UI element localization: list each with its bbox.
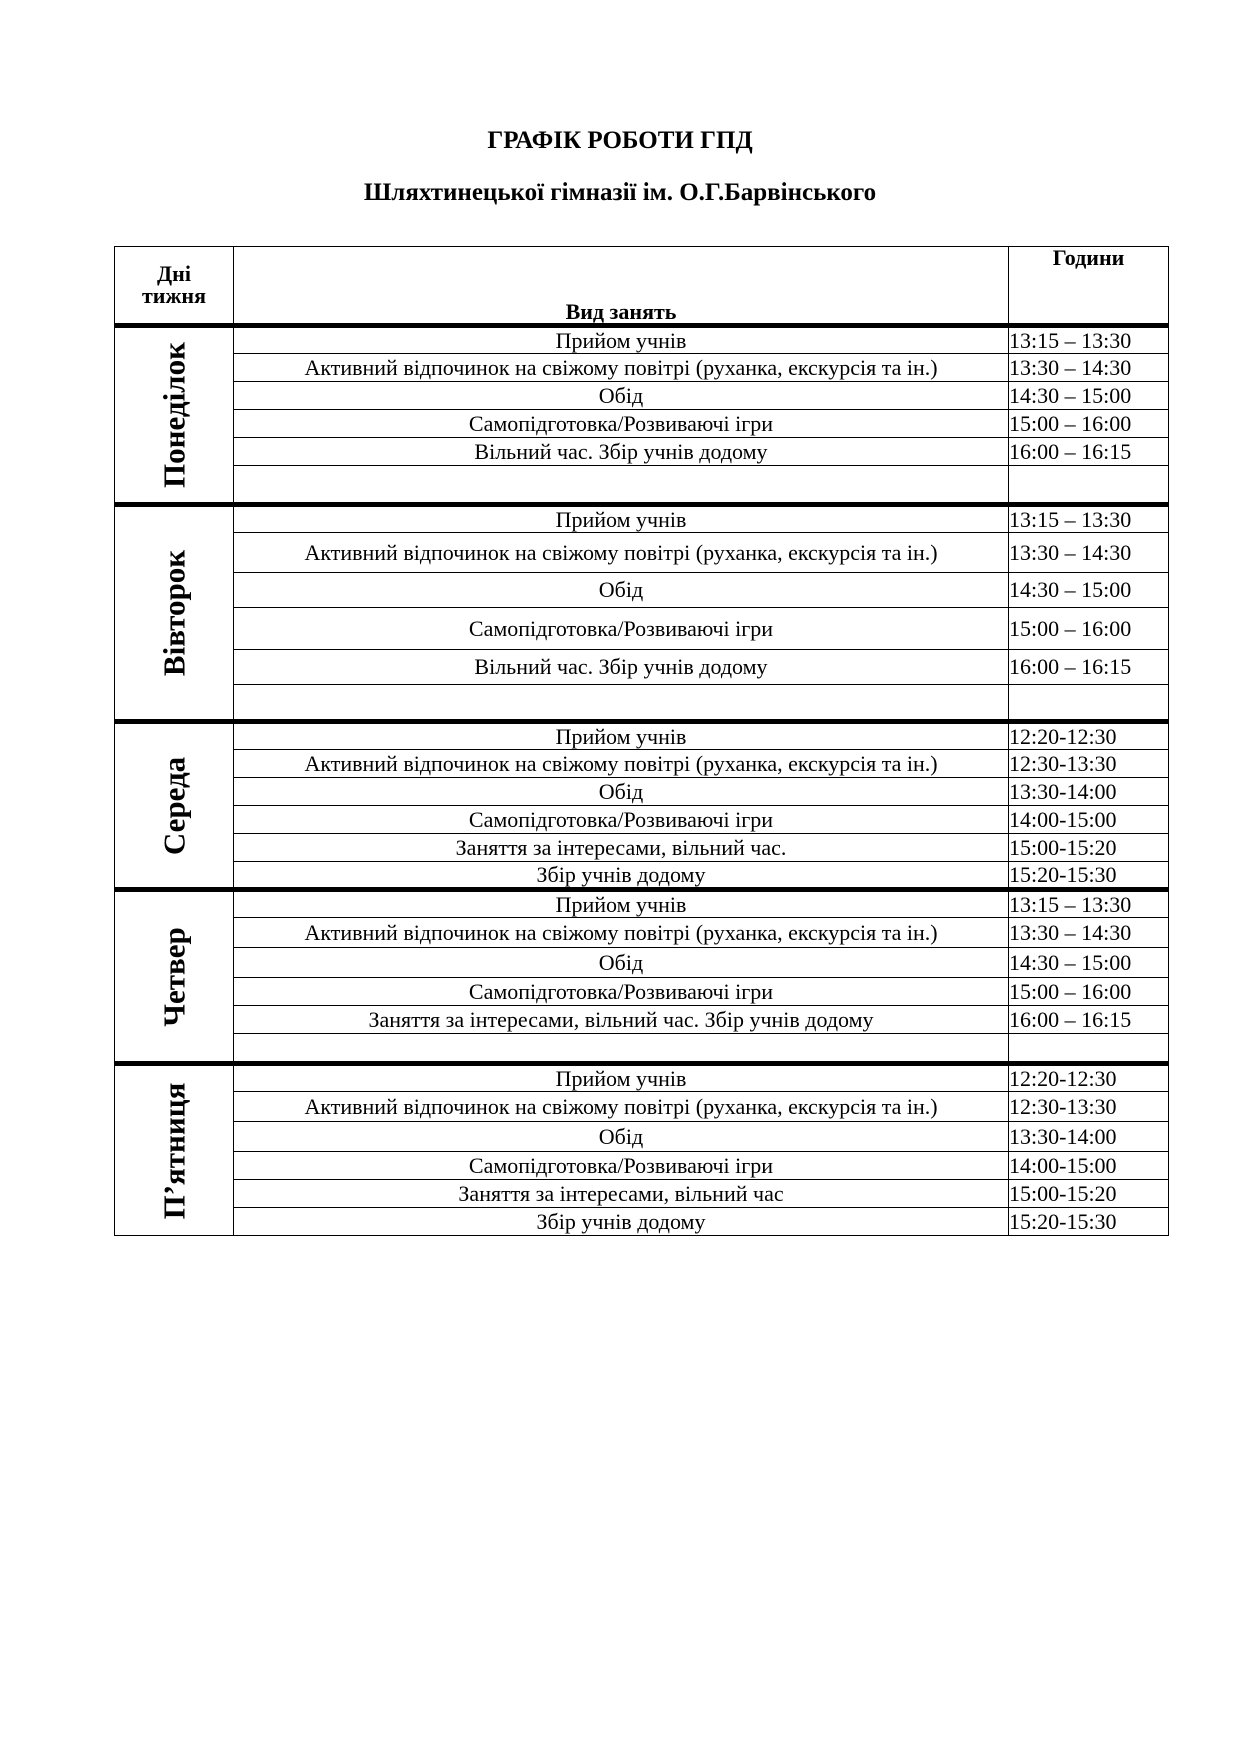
activity-cell: Прийом учнів (234, 890, 1009, 918)
time-cell: 14:00-15:00 (1009, 806, 1169, 834)
schedule-row (115, 1152, 1169, 1180)
header-days (115, 247, 234, 326)
activity-cell: Самопідготовка/Розвиваючі ігри (234, 410, 1009, 438)
header-row (115, 247, 1169, 326)
schedule-row (115, 505, 1169, 533)
time-cell: 13:30-14:00 (1009, 778, 1169, 806)
schedule-row (115, 806, 1169, 834)
activity-cell: Активний відпочинок на свіжому повітрі (руханка, екскурсія та ін.) (234, 918, 1009, 948)
schedule-row (115, 326, 1169, 354)
schedule-row (115, 750, 1169, 778)
day-label: Вівторок (156, 549, 192, 677)
schedule-row (115, 1208, 1169, 1236)
header-hours: Години (1009, 247, 1169, 326)
schedule-row (115, 722, 1169, 750)
day-label: Четвер (156, 926, 192, 1027)
day-label: П’ятниця (156, 1082, 192, 1219)
time-cell: 15:00 – 16:00 (1009, 410, 1169, 438)
activity-cell: Обід (234, 778, 1009, 806)
time-cell: 14:30 – 15:00 (1009, 573, 1169, 608)
schedule-row (115, 650, 1169, 685)
time-cell: 16:00 – 16:15 (1009, 438, 1169, 466)
day-cell (115, 326, 234, 505)
schedule-body (115, 326, 1169, 1236)
schedule-row (115, 1122, 1169, 1152)
activity-cell: Обід (234, 948, 1009, 978)
schedule-row (115, 918, 1169, 948)
header-days-line1: Дні (157, 261, 191, 286)
time-cell: 12:20-12:30 (1009, 1064, 1169, 1092)
time-cell (1009, 1034, 1169, 1064)
schedule-row (115, 890, 1169, 918)
activity-cell: Самопідготовка/Розвиваючі ігри (234, 978, 1009, 1006)
time-cell (1009, 466, 1169, 505)
time-cell: 13:30 – 14:30 (1009, 918, 1169, 948)
activity-cell: Вільний час. Збір учнів додому (234, 438, 1009, 466)
time-cell: 13:15 – 13:30 (1009, 505, 1169, 533)
schedule-row (115, 948, 1169, 978)
time-cell: 13:15 – 13:30 (1009, 890, 1169, 918)
activity-cell: Обід (234, 1122, 1009, 1152)
schedule-table (114, 246, 1169, 1236)
time-cell: 12:30-13:30 (1009, 1092, 1169, 1122)
activity-cell: Самопідготовка/Розвиваючі ігри (234, 1152, 1009, 1180)
time-cell: 14:30 – 15:00 (1009, 948, 1169, 978)
schedule-row (115, 834, 1169, 862)
time-cell: 13:30 – 14:30 (1009, 354, 1169, 382)
activity-cell: Вільний час. Збір учнів додому (234, 650, 1009, 685)
time-cell: 15:00 – 16:00 (1009, 608, 1169, 650)
schedule-row (115, 573, 1169, 608)
day-label: Понеділок (156, 342, 192, 488)
schedule-row (115, 533, 1169, 573)
time-cell: 15:00 – 16:00 (1009, 978, 1169, 1006)
activity-cell: Прийом учнів (234, 505, 1009, 533)
activity-cell: Заняття за інтересами, вільний час. (234, 834, 1009, 862)
activity-cell: Обід (234, 573, 1009, 608)
schedule-row (115, 354, 1169, 382)
schedule-row (115, 608, 1169, 650)
schedule-row (115, 1006, 1169, 1034)
activity-cell: Активний відпочинок на свіжому повітрі (руханка, екскурсія та ін.) (234, 1092, 1009, 1122)
activity-cell: Самопідготовка/Розвиваючі ігри (234, 608, 1009, 650)
schedule-row (115, 438, 1169, 466)
schedule-row (115, 862, 1169, 890)
header-activity: Вид занять (234, 247, 1009, 326)
time-cell: 15:20-15:30 (1009, 1208, 1169, 1236)
activity-cell: Заняття за інтересами, вільний час (234, 1180, 1009, 1208)
document-title: ГРАФІК РОБОТИ ГПД (487, 127, 753, 154)
activity-cell: Прийом учнів (234, 326, 1009, 354)
activity-cell: Активний відпочинок на свіжому повітрі (руханка, екскурсія та ін.) (234, 533, 1009, 573)
time-cell: 13:30 – 14:30 (1009, 533, 1169, 573)
schedule-row (115, 410, 1169, 438)
schedule-row (115, 978, 1169, 1006)
activity-cell (234, 466, 1009, 505)
time-cell: 12:20-12:30 (1009, 722, 1169, 750)
time-cell: 15:00-15:20 (1009, 1180, 1169, 1208)
day-cell (115, 890, 234, 1064)
time-cell: 13:15 – 13:30 (1009, 326, 1169, 354)
activity-cell: Прийом учнів (234, 722, 1009, 750)
activity-cell (234, 685, 1009, 722)
schedule-row (115, 685, 1169, 722)
activity-cell: Обід (234, 382, 1009, 410)
activity-cell: Прийом учнів (234, 1064, 1009, 1092)
day-cell (115, 722, 234, 890)
schedule-row (115, 1092, 1169, 1122)
time-cell (1009, 685, 1169, 722)
day-cell (115, 505, 234, 722)
header-days-line2: тижня (141, 283, 206, 308)
time-cell: 14:30 – 15:00 (1009, 382, 1169, 410)
day-label: Середа (156, 756, 192, 855)
time-cell: 15:00-15:20 (1009, 834, 1169, 862)
schedule-row (115, 382, 1169, 410)
schedule-row (115, 1064, 1169, 1092)
schedule-row (115, 1180, 1169, 1208)
activity-cell: Заняття за інтересами, вільний час. Збір учнів додому (234, 1006, 1009, 1034)
schedule-row (115, 466, 1169, 505)
time-cell: 12:30-13:30 (1009, 750, 1169, 778)
document-subtitle: Шляхтинецької гімназії ім. О.Г.Барвінського (363, 179, 877, 206)
time-cell: 16:00 – 16:15 (1009, 1006, 1169, 1034)
activity-cell (234, 1034, 1009, 1064)
activity-cell: Самопідготовка/Розвиваючі ігри (234, 806, 1009, 834)
activity-cell: Збір учнів додому (234, 1208, 1009, 1236)
time-cell: 16:00 – 16:15 (1009, 650, 1169, 685)
time-cell: 15:20-15:30 (1009, 862, 1169, 890)
time-cell: 13:30-14:00 (1009, 1122, 1169, 1152)
activity-cell: Активний відпочинок на свіжому повітрі (руханка, екскурсія та ін.) (234, 750, 1009, 778)
time-cell: 14:00-15:00 (1009, 1152, 1169, 1180)
activity-cell: Активний відпочинок на свіжому повітрі (руханка, екскурсія та ін.) (234, 354, 1009, 382)
schedule-row (115, 1034, 1169, 1064)
schedule-row (115, 778, 1169, 806)
activity-cell: Збір учнів додому (234, 862, 1009, 890)
day-cell (115, 1064, 234, 1236)
